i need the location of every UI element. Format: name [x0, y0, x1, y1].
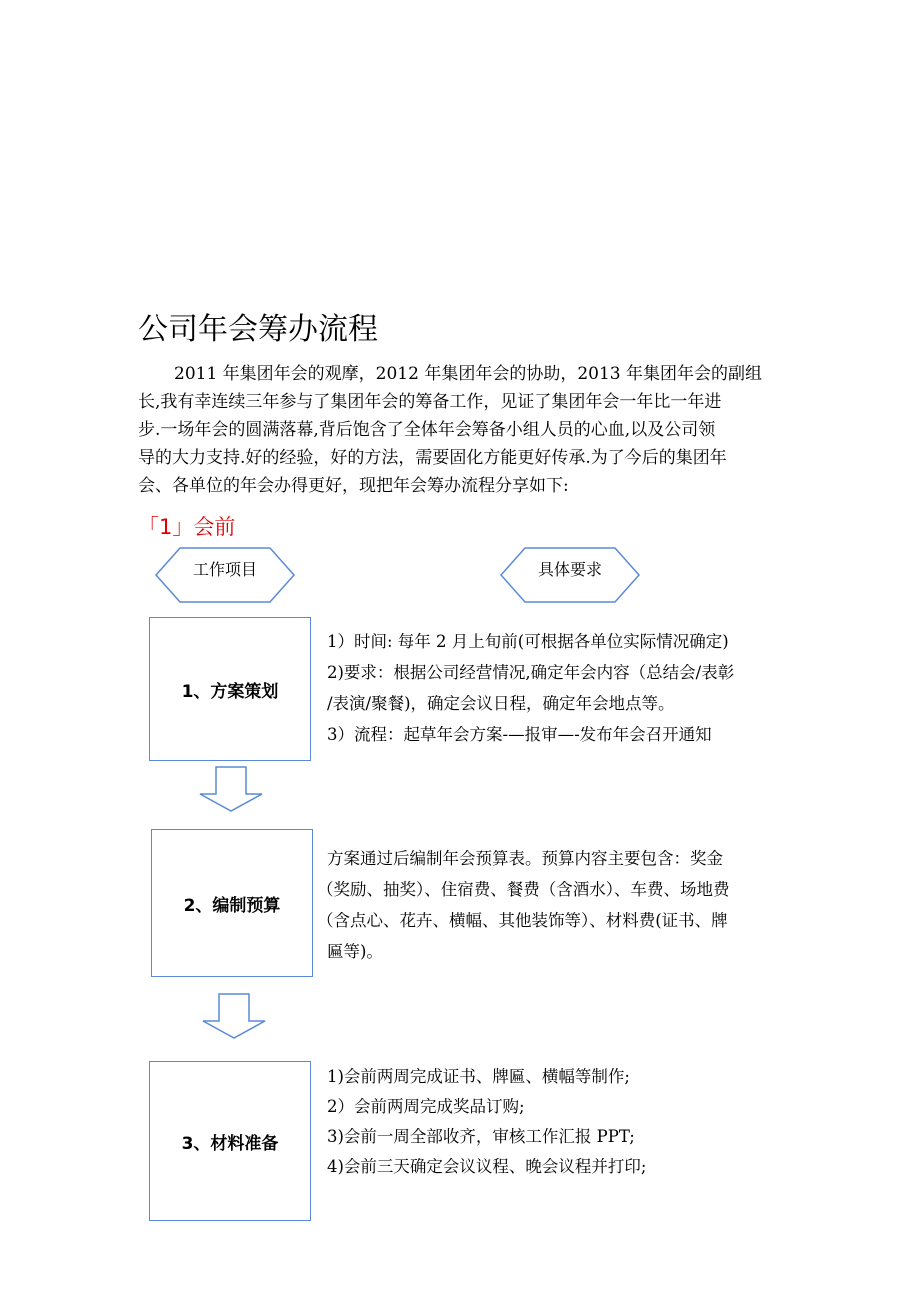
header-requirements-label: 具体要求: [537, 560, 602, 579]
section-heading: 「1」会前: [138, 515, 236, 539]
intro-line: 步.一场年会的圆满落幕,背后饱含了全体年会筹备小组人员的心血,以及公司领: [138, 420, 716, 440]
detail-line: 3)会前一周全部收齐，审核工作汇报 PPT;: [327, 1127, 635, 1146]
detail-line: 2）会前两周完成奖品订购;: [327, 1097, 525, 1116]
header-work-items-label: 工作项目: [192, 560, 257, 579]
document-title: 公司年会筹办流程: [138, 312, 378, 347]
step-box-materials: [149, 1061, 311, 1221]
step-label: 2、编制预算: [183, 895, 281, 916]
detail-line: 方案通过后编制年会预算表。预算内容主要包含：奖金: [327, 849, 723, 868]
step-box-planning: [149, 617, 311, 761]
detail-line: （奖励、抽奖）、住宿费、餐费（含酒水）、车费、场地费: [317, 880, 730, 899]
detail-line: 匾等)。: [327, 942, 383, 961]
detail-line: （含点心、花卉、横幅、其他装饰等）、材料费(证书、牌: [317, 911, 728, 930]
intro-line: 2011 年集团年会的观摩，2012 年集团年会的协助，2013 年集团年会的副组: [174, 364, 763, 384]
down-arrow-icon: [201, 993, 267, 1039]
step-label: 3、材料准备: [181, 1133, 279, 1154]
detail-line: /表演/聚餐)，确定会议日程，确定年会地点等。: [327, 694, 675, 713]
intro-line: 会、各单位的年会办得更好，现把年会筹办流程分享如下:: [138, 476, 569, 496]
header-work-items: [155, 547, 295, 603]
detail-line: 2)要求：根据公司经营情况,确定年会内容（总结会/表彰: [327, 663, 735, 682]
header-requirements: [500, 547, 640, 603]
step-box-budget: [151, 829, 313, 977]
detail-line: 1）时间: 每年 2 月上旬前(可根据各单位实际情况确定): [327, 632, 729, 651]
step-label: 1、方案策划: [181, 681, 279, 702]
detail-line: 4)会前三天确定会议议程、晚会议程并打印;: [327, 1157, 647, 1176]
down-arrow-icon: [198, 766, 264, 812]
intro-line: 长,我有幸连续三年参与了集团年会的筹备工作，见证了集团年会一年比一年进: [138, 392, 722, 412]
intro-line: 导的大力支持.好的经验，好的方法，需要固化方能更好传承.为了今后的集团年: [138, 448, 727, 468]
detail-line: 3）流程：起草年会方案-—报审—-发布年会召开通知: [327, 725, 712, 744]
detail-line: 1)会前两周完成证书、牌匾、横幅等制作;: [327, 1067, 630, 1086]
